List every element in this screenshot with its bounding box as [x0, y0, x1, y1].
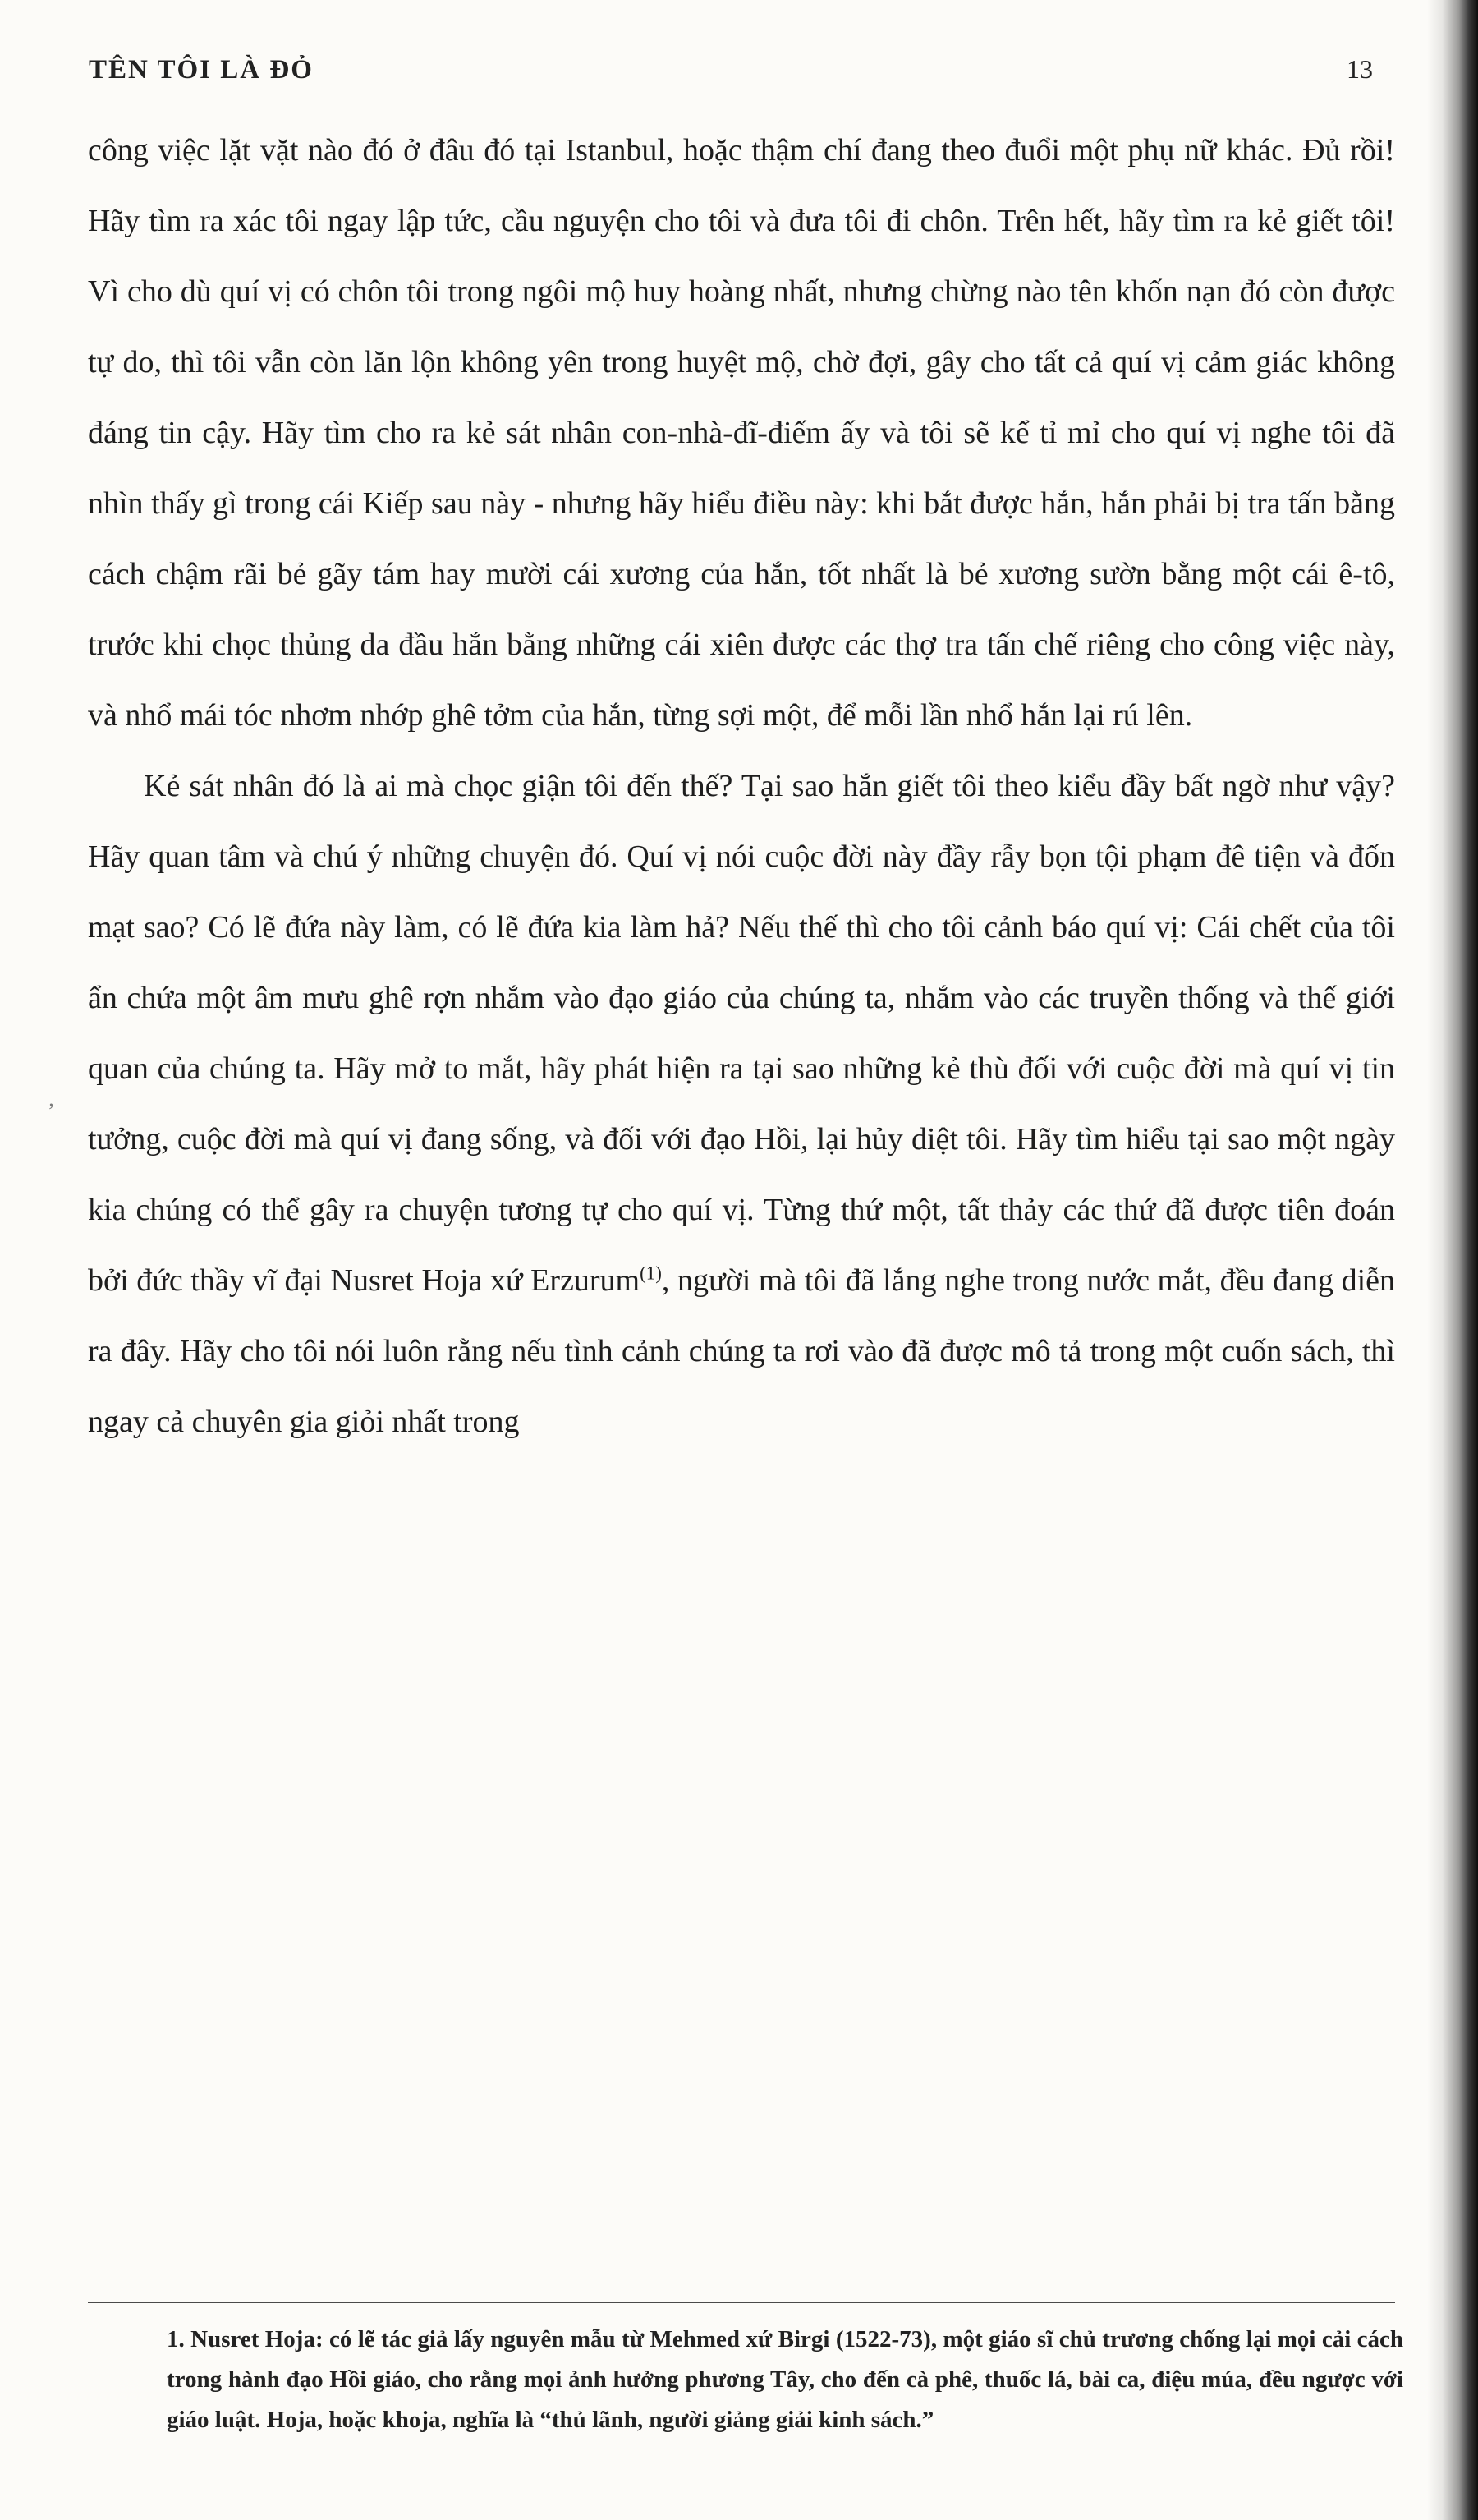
- paragraph-2-text-cont: , người mà tôi đã lắng nghe trong nước mắt, đều đang diễn ra đây. Hãy cho tôi nói luôn rằng nếu tình cảnh chúng ta rơi vào đã được mô tả trong một cuốn sách, thì ngay cả chuyên gia giỏi nhất trong: [88, 1263, 1396, 1439]
- page-body: [88, 115, 1395, 1457]
- paragraph-1: công việc lặt vặt nào đó ở đâu đó tại Istanbul, hoặc thậm chí đang theo đuổi một phụ nữ khác. Đủ rồi! Hãy tìm ra xác tôi ngay lập tức, cầu nguyện cho tôi và đưa tôi đi chôn. Trên hết, hãy tìm ra kẻ giết tôi! Vì cho dù quí vị có chôn tôi trong ngôi mộ huy hoàng nhất, nhưng chừng nào tên khốn nạn đó còn được tự do, thì tôi vẫn còn lăn lộn không yên trong huyệt mộ, chờ đợi, gây cho tất cả quí vị cảm giác không đáng tin cậy. Hãy tìm cho ra kẻ sát nhân con-nhà-đĩ-điếm ấy và tôi sẽ kể tỉ mỉ cho quí vị nghe tôi đã nhìn thấy gì trong cái Kiếp sau này - nhưng hãy hiểu điều này: khi bắt được hắn, hắn phải bị tra tấn bằng cách chậm rãi bẻ gãy tám hay mười cái xương của hắn, tốt nhất là bẻ xương sườn bằng một cái ê-tô, trước khi chọc thủng da đầu hắn bằng những cái xiên được các thợ tra tấn chế riêng cho công việc này, và nhổ mái tóc nhơm nhớp ghê tởm của hắn, từng sợi một, để mỗi lần nhổ hắn lại rú lên.: [88, 133, 1395, 733]
- footnote-divider: [88, 2302, 1395, 2303]
- paragraph-2: [88, 751, 1395, 1457]
- footnote-text: 1. Nusret Hoja: có lẽ tác giả lấy nguyên mẫu từ Mehmed xứ Birgi (1522-73), một giáo sĩ chủ trương chống lại mọi cải cách trong hành đạo Hồi giáo, cho rằng mọi ảnh hưởng phương Tây, cho đến cà phê, thuốc lá, bài ca, điệu múa, đều ngược với giáo luật. Hoja, hoặc khoja, nghĩa là “thủ lãnh, người giảng giải kinh sách.”: [167, 2326, 1403, 2433]
- page-number: 13: [1347, 54, 1373, 84]
- footnote-marker: (1): [640, 1262, 662, 1284]
- running-title: TÊN TÔI LÀ ĐỎ: [89, 55, 314, 85]
- paragraph-2-text: Kẻ sát nhân đó là ai mà chọc giận tôi đến thế? Tại sao hắn giết tôi theo kiểu đầy bất ngờ như vậy? Hãy quan tâm và chú ý những chuyện đó. Quí vị nói cuộc đời này đầy rẫy bọn tội phạm đê tiện và đốn mạt sao? Có lẽ đứa này làm, có lẽ đứa kia làm hả? Nếu thế thì cho tôi cảnh báo quí vị: Cái chết của tôi ẩn chứa một âm mưu ghê rợn nhắm vào đạo giáo của chúng ta, nhắm vào các truyền thống và thế giới quan của chúng ta. Hãy mở to mắt, hãy phát hiện ra tại sao những kẻ thù đối với cuộc đời mà quí vị tin tưởng, cuộc đời mà quí vị đang sống, và đối với đạo Hồi, lại hủy diệt tôi. Hãy tìm hiểu tại sao một ngày kia chúng có thể gây ra chuyện tương tự cho quí vị. Từng thứ một, tất thảy các thứ đã được tiên đoán bởi đức thầy vĩ đại Nusret Hoja xứ Erzurum: [88, 769, 1395, 1298]
- scan-gutter-shadow: [1427, 0, 1478, 2520]
- page-header: [89, 54, 1373, 85]
- footnote: [167, 2320, 1403, 2440]
- scan-artifact: ’: [48, 1099, 55, 1123]
